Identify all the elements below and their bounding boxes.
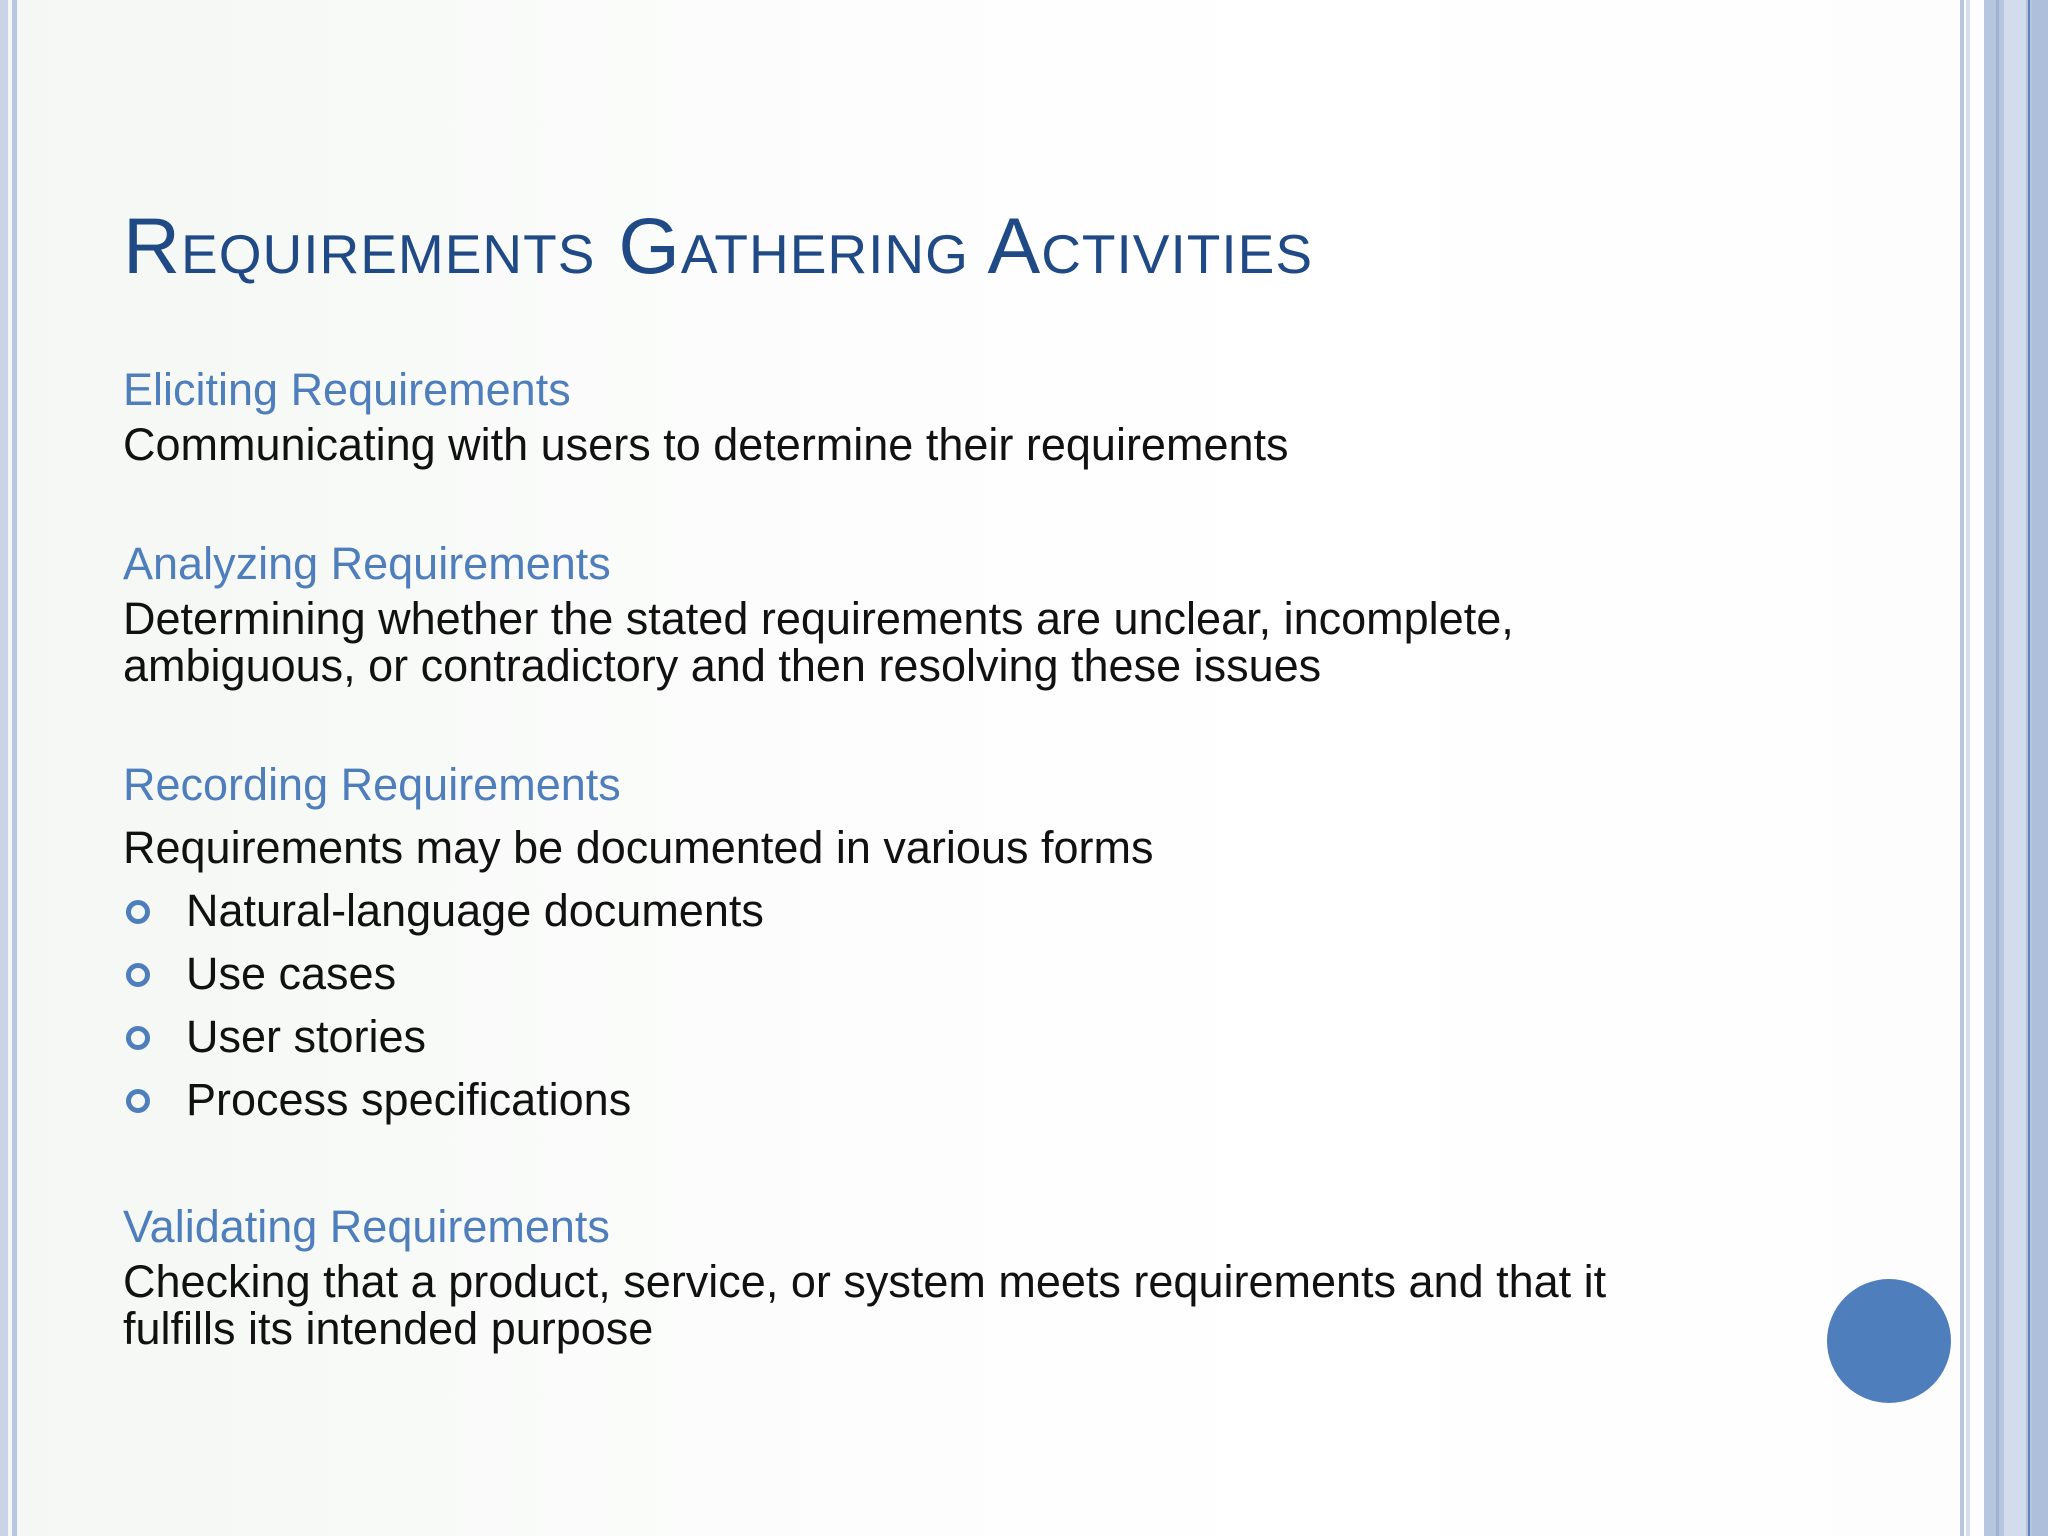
hollow-circle-bullet-icon: [126, 1089, 150, 1113]
right-stripe: [2032, 0, 2048, 1536]
right-stripe: [2004, 0, 2026, 1536]
section-heading: Recording Requirements: [123, 759, 621, 810]
section-heading: Validating Requirements: [123, 1201, 610, 1252]
section-heading: Analyzing Requirements: [123, 538, 611, 589]
section-spacer: [123, 468, 1823, 532]
section-recording: [123, 753, 1823, 1131]
section-description: [123, 421, 1823, 468]
section-spacer: [123, 1131, 1823, 1195]
list-item-text: User stories: [186, 1011, 427, 1062]
list-item-text: Use cases: [186, 948, 397, 999]
section-spacer: [123, 689, 1823, 753]
description-line: fulfills its intended purpose: [123, 1303, 654, 1354]
description-line: Requirements may be documented in various forms: [123, 822, 1154, 873]
right-stripe-dark: [2028, 0, 2030, 1536]
slide-title: Requirements Gathering Activities: [123, 201, 1314, 290]
description-line: Determining whether the stated requirements are unclear, incomplete,: [123, 593, 1514, 644]
list-item: [123, 879, 1823, 942]
bullet-list: [123, 879, 1823, 1131]
hollow-circle-bullet-icon: [126, 900, 150, 924]
section-description: [123, 595, 1823, 689]
list-item: [123, 1005, 1823, 1068]
section-validating: [123, 1195, 1823, 1352]
left-border-line-inner: [12, 0, 17, 1536]
section-heading: Eliciting Requirements: [123, 364, 571, 415]
hollow-circle-bullet-icon: [126, 963, 150, 987]
list-item-text: Process specifications: [186, 1074, 632, 1125]
right-stripe: [1996, 0, 1999, 1536]
description-line: Checking that a product, service, or system meets requirements and that it: [123, 1256, 1607, 1307]
description-line: ambiguous, or contradictory and then resolving these issues: [123, 640, 1322, 691]
blue-circle-decoration: [1827, 1279, 1951, 1403]
list-item: [123, 1068, 1823, 1131]
slide-content: [123, 358, 1823, 1352]
section-eliciting: [123, 358, 1823, 468]
description-line: Communicating with users to determine their requirements: [123, 419, 1289, 470]
list-item: [123, 942, 1823, 1005]
hollow-circle-bullet-icon: [126, 1026, 150, 1050]
right-stripe: [1966, 0, 1970, 1536]
section-description: [123, 816, 1823, 879]
left-border-line: [0, 0, 8, 1536]
list-item-text: Natural-language documents: [186, 885, 764, 936]
section-analyzing: [123, 532, 1823, 689]
right-stripe: [1960, 0, 1964, 1536]
section-description: [123, 1258, 1823, 1352]
